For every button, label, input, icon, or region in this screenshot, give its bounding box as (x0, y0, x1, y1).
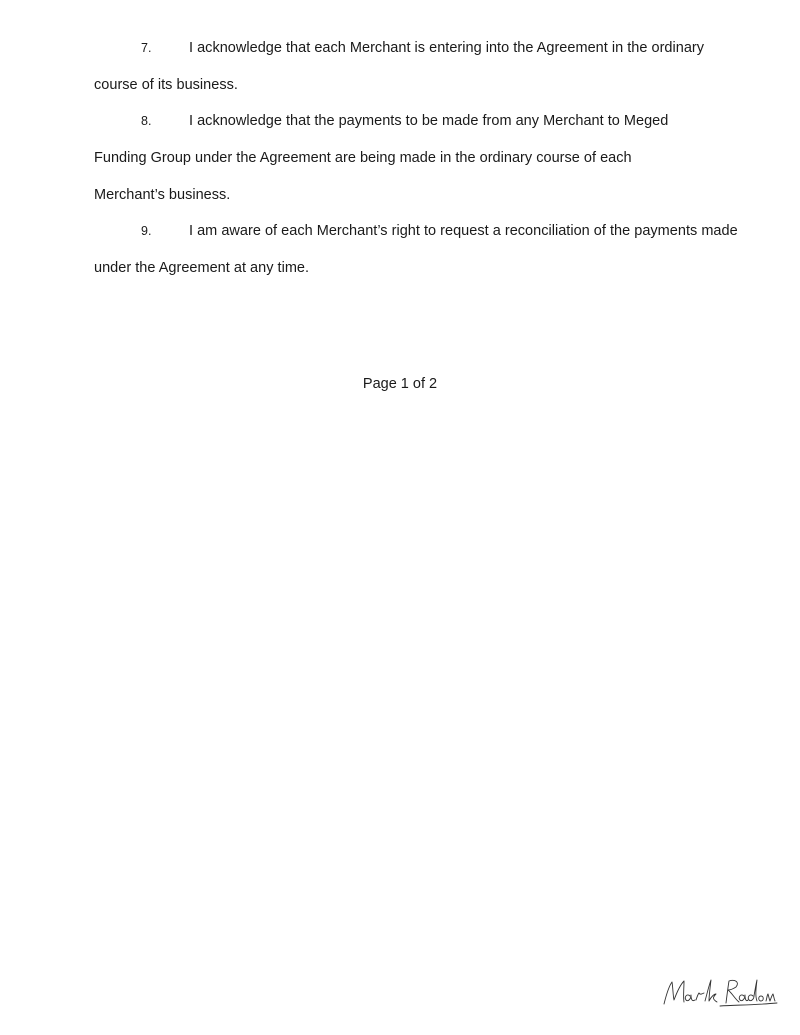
paragraph-9 (94, 213, 774, 287)
paragraph-first-line (94, 103, 774, 140)
paragraph-first-line (94, 30, 774, 67)
signature-image (660, 972, 778, 1012)
paragraph-text: I am aware of each Merchant’s right to request a reconciliation of the payments made (189, 223, 738, 239)
paragraph-text: under the Agreement at any time. (94, 260, 310, 276)
paragraph-number: 7. (141, 41, 152, 55)
paragraph-first-line (94, 213, 774, 250)
paragraph-text: I acknowledge that each Merchant is entering into the Agreement in the ordinary (189, 40, 705, 56)
paragraph-number: 9. (141, 224, 152, 238)
paragraph-text: Funding Group under the Agreement are being made in the ordinary course of each (94, 150, 632, 166)
paragraph-text: I acknowledge that the payments to be made from any Merchant to Meged (189, 113, 669, 129)
paragraph-7 (94, 30, 774, 104)
paragraph-number: 8. (141, 114, 152, 128)
paragraph-text: course of its business. (94, 77, 238, 93)
page-number: Page 1 of 2 (362, 376, 438, 392)
paragraph-text: Merchant’s business. (94, 187, 231, 203)
paragraph-8 (94, 103, 774, 214)
